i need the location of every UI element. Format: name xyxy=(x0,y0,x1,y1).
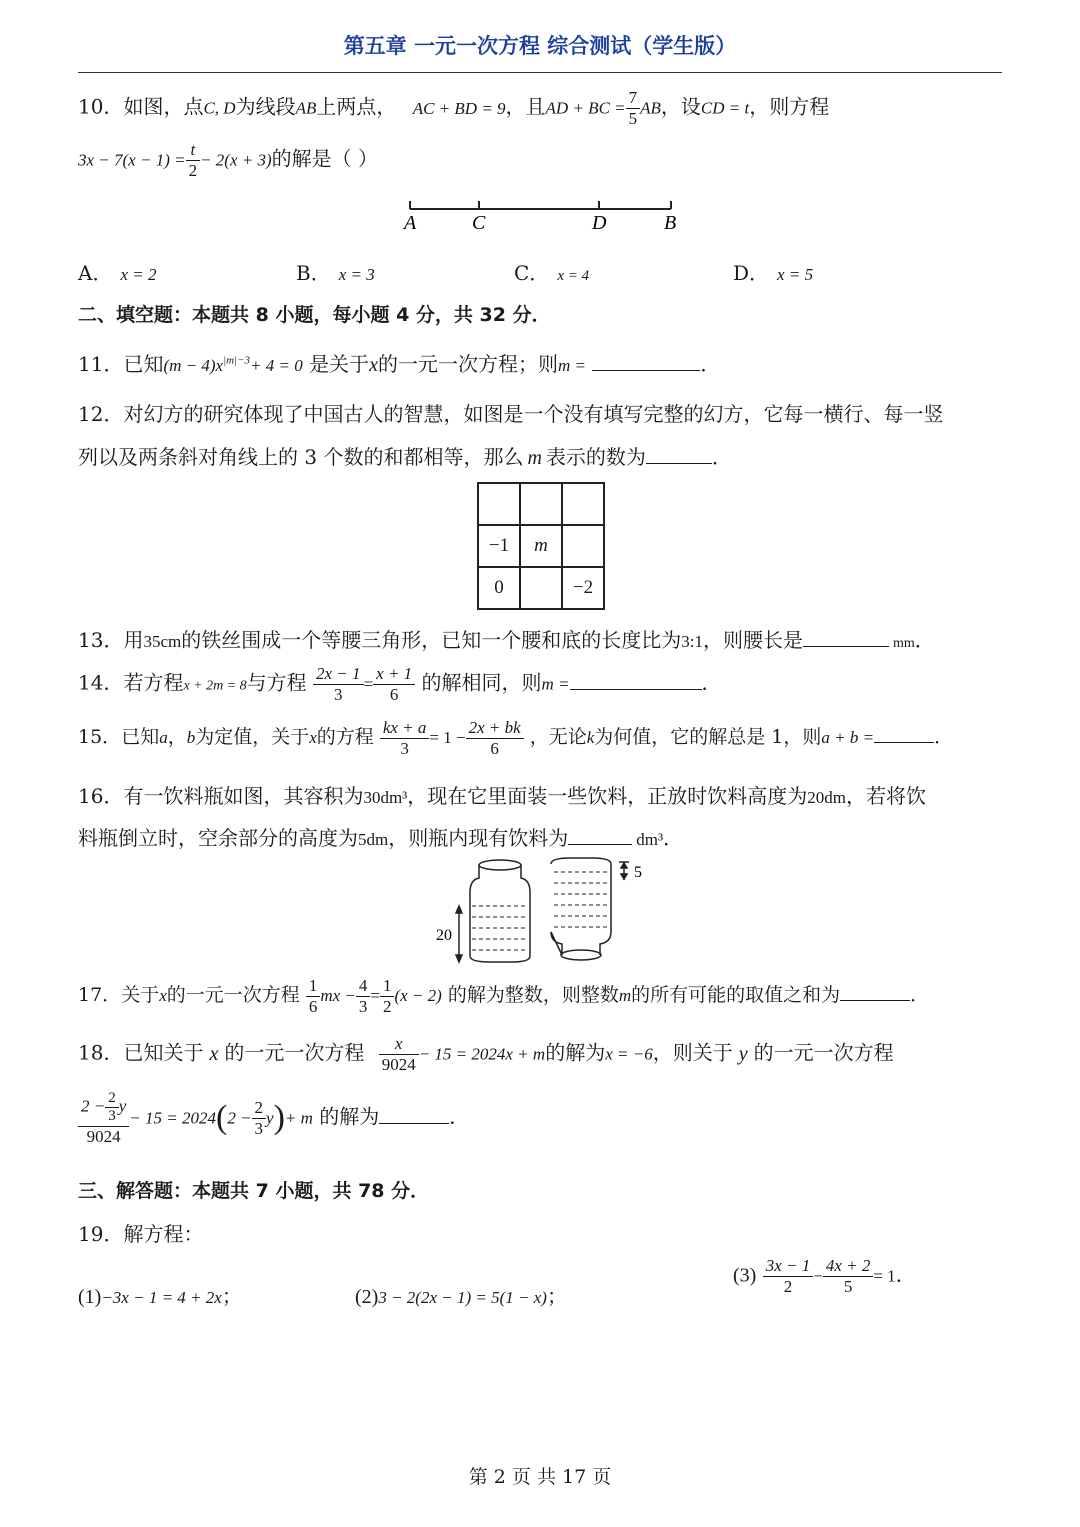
label-20: 20 xyxy=(436,927,452,944)
label-c: C xyxy=(472,212,486,234)
q12-line1: 12．对幻方的研究体现了中国古人的智慧，如图是一个没有填写完整的幻方，它每一横行、每一竖 xyxy=(78,402,944,426)
option-d[interactable]: D． x = 5 xyxy=(733,261,814,285)
q10-equation: 3x − 7(x − 1) = $\frac{t}{2}$ − 2(x + 3)的解是（ ） xyxy=(78,140,378,180)
q19-part1: (1)−3x − 1 = 4 + 2x； xyxy=(78,1284,242,1308)
q16-line1: 16．有一饮料瓶如图，其容积为30dm³，现在它里面装一些饮料，正放时饮料高度为20dm，若将饮 xyxy=(78,784,927,808)
label-b: B xyxy=(664,212,677,234)
q12-line2: 列以及两条斜对角线上的 3 个数的和都相等，那么 m 表示的数为 ． xyxy=(78,445,732,469)
q17-answer-blank[interactable] xyxy=(840,982,910,1001)
cell-0-0 xyxy=(478,483,520,525)
option-c[interactable]: C． x = 4 xyxy=(514,261,590,285)
page-header-title: 第五章 一元一次方程 综合测试（学生版） xyxy=(343,34,737,58)
page-footer: 第 2 页 共 17 页 xyxy=(468,1466,612,1488)
label-a: A xyxy=(404,212,417,234)
upright-bottle xyxy=(456,860,530,962)
q19-part2: (2)3 − 2(2x − 1) = 5(1 − x)； xyxy=(355,1284,567,1308)
q18-nested-fraction: 2 − $\frac{2}{3}$ y 9024 xyxy=(78,1090,129,1146)
q16-answer-blank[interactable] xyxy=(568,826,632,845)
q14: 14．若方程x + 2m = 8与方程 $\frac{2x - 1}{3}$ = $\frac{x + 1}{6}$ 的解相同，则m = ． xyxy=(78,664,722,704)
cell-2-0: 0 xyxy=(478,567,520,609)
label-d: D xyxy=(592,212,607,234)
cell-1-0: −1 xyxy=(478,525,520,567)
fraction-7-5: $\frac{7}{5}$ xyxy=(626,88,641,128)
segment-figure xyxy=(395,195,695,240)
q18-answer-blank[interactable] xyxy=(379,1105,449,1124)
q10-stem: 10．如图，点C, D为线段AB上两点， AC + BD = 9，且AD + BC = $\frac{7}{5}$ AB，设CD = t，则方程 xyxy=(78,88,830,128)
inverted-bottle xyxy=(551,858,629,960)
q13: 13．用35cm的铁丝围成一个等腰三角形，已知一个腰和底的长度比为3:1，则腰长是 mm． xyxy=(78,628,935,652)
q19-part3: (3) $\frac{3x - 1}{2}$ − $\frac{4x + 2}{5}$ = 1． xyxy=(733,1256,916,1296)
cell-0-1 xyxy=(520,483,562,525)
bottle-figure xyxy=(430,856,660,968)
q19-title: 19．解方程： xyxy=(78,1222,204,1246)
cell-2-1 xyxy=(520,567,562,609)
q15-answer-blank[interactable] xyxy=(874,724,934,743)
q18-line2: 2 − $\frac{2}{3}$ y 9024 − 15 = 2024(2 − $\frac{2}{3}$ y)+ m 的解为 ． xyxy=(78,1090,469,1146)
section-3-title: 三、解答题：本题共 7 小题，共 78 分． xyxy=(78,1180,430,1202)
q12-answer-blank[interactable] xyxy=(646,445,712,464)
q17: 17．关于x的一元一次方程 $\frac{1}{6}$ mx − $\frac{4}{3}$ = $\frac{1}{2}$ (x − 2) 的解为整数，则整数m的所有可能的取值之和为 ． xyxy=(78,976,930,1016)
header-divider xyxy=(78,72,1002,73)
cell-1-1: m xyxy=(520,525,562,567)
label-5: 5 xyxy=(634,864,642,881)
q15: 15．已知a，b为定值，关于x的方程 $\frac{kx + a}{3}$ = 1 − $\frac{2x + bk}{6}$ ，无论k为何值，它的解总是 1，则a + b = ． xyxy=(78,718,954,758)
q11: 11．已知$(m - 4)x^{|m|-3}+ 4 = 0$ 是关于x的一元一次方程；则m = ． xyxy=(78,352,721,376)
cell-1-2 xyxy=(562,525,604,567)
section-2-title: 二、填空题：本题共 8 小题，每小题 4 分，共 32 分． xyxy=(78,304,551,326)
option-a[interactable]: A． x = 2 xyxy=(78,261,157,285)
q16-line2: 料瓶倒立时，空余部分的高度为5dm，则瓶内现有饮料为 dm³． xyxy=(78,826,684,850)
q18-line1: 18．已知关于 x 的一元一次方程 $\frac{x}{9024}$ − 15 = 2024x + m的解为x = −6，则关于 y 的一元一次方程 xyxy=(78,1034,894,1074)
q14-answer-blank[interactable] xyxy=(570,671,702,690)
option-b[interactable]: B． x = 3 xyxy=(296,261,375,285)
cell-2-2: −2 xyxy=(562,567,604,609)
q13-answer-blank[interactable] xyxy=(803,628,889,647)
q10-number: 10． xyxy=(78,94,124,119)
q11-answer-blank[interactable] xyxy=(592,352,700,371)
magic-square-grid xyxy=(477,482,605,610)
cell-0-2 xyxy=(562,483,604,525)
